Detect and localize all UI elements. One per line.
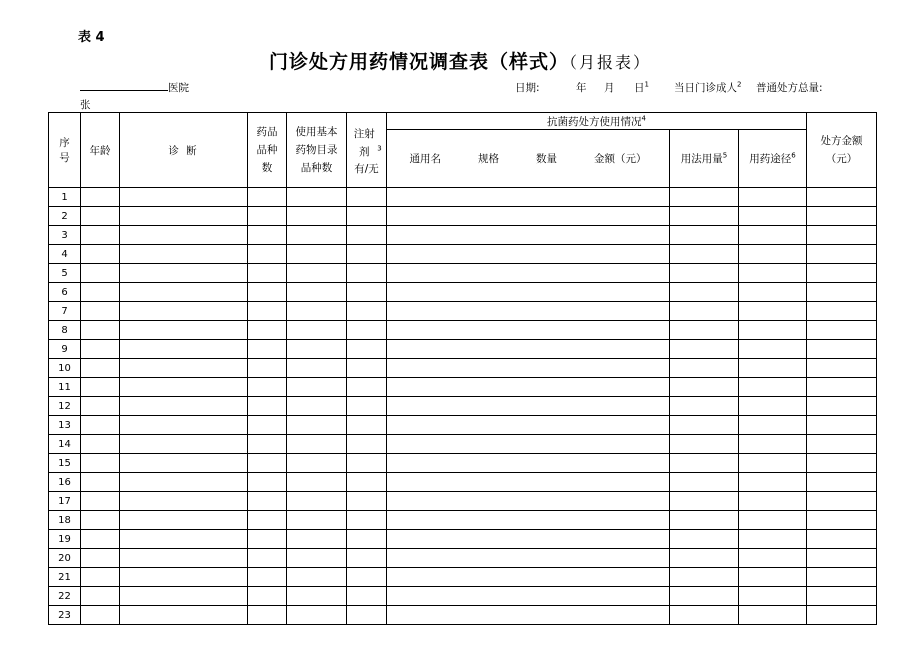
- diagnosis-cell[interactable]: [120, 359, 248, 378]
- usage-cell[interactable]: [670, 245, 739, 264]
- unit-label: 张: [80, 99, 91, 111]
- injection-footnote: 3: [377, 144, 382, 152]
- age-cell[interactable]: [81, 264, 120, 283]
- row-number: 2: [49, 207, 81, 226]
- injection-cell[interactable]: [347, 492, 387, 511]
- route-cell[interactable]: [739, 530, 807, 549]
- table-row: [49, 283, 877, 302]
- antibiotic-group-header: 抗菌药处方使用情况$^4$: [387, 113, 807, 130]
- total-amount-cell[interactable]: [807, 359, 877, 378]
- route-cell[interactable]: [739, 378, 807, 397]
- antibiotic-footnote: 4: [641, 114, 646, 122]
- row-number: 11: [49, 378, 81, 397]
- drug-types-cell[interactable]: [248, 568, 287, 587]
- injection-cell[interactable]: [347, 454, 387, 473]
- drug-types-cell[interactable]: [248, 530, 287, 549]
- col-route: 用药途径$^6$: [739, 130, 807, 188]
- total-amount-cell[interactable]: [807, 473, 877, 492]
- total-amount-cell[interactable]: [807, 492, 877, 511]
- drug-types-cell[interactable]: [248, 321, 287, 340]
- antibiotic-cell[interactable]: [387, 454, 670, 473]
- row-number: 7: [49, 302, 81, 321]
- row-number: 10: [49, 359, 81, 378]
- essential-cell[interactable]: [287, 511, 347, 530]
- injection-cell[interactable]: [347, 511, 387, 530]
- injection-cell[interactable]: [347, 207, 387, 226]
- day-footnote: 1: [644, 80, 649, 89]
- injection-cell[interactable]: [347, 188, 387, 207]
- essential-cell[interactable]: [287, 416, 347, 435]
- route-cell[interactable]: [739, 454, 807, 473]
- row-number: 3: [49, 226, 81, 245]
- injection-cell[interactable]: [347, 587, 387, 606]
- route-cell[interactable]: [739, 416, 807, 435]
- route-cell[interactable]: [739, 473, 807, 492]
- hospital-field: [80, 80, 189, 95]
- total-amount-cell[interactable]: [807, 188, 877, 207]
- route-cell[interactable]: [739, 321, 807, 340]
- drug-types-cell[interactable]: [248, 188, 287, 207]
- essential-cell[interactable]: [287, 245, 347, 264]
- antibiotic-cell[interactable]: [387, 416, 670, 435]
- row-number: 20: [49, 549, 81, 568]
- table-row: [49, 321, 877, 340]
- antibiotic-cell[interactable]: [387, 473, 670, 492]
- age-cell[interactable]: [81, 549, 120, 568]
- diagnosis-cell[interactable]: [120, 397, 248, 416]
- table-row: [49, 435, 877, 454]
- route-cell[interactable]: [739, 188, 807, 207]
- drug-types-cell[interactable]: [248, 245, 287, 264]
- route-cell[interactable]: [739, 568, 807, 587]
- injection-cell[interactable]: [347, 378, 387, 397]
- total-amount-cell[interactable]: [807, 530, 877, 549]
- age-cell[interactable]: [81, 473, 120, 492]
- injection-cell[interactable]: [347, 283, 387, 302]
- table-row: [49, 568, 877, 587]
- injection-cell[interactable]: [347, 530, 387, 549]
- antibiotic-cell[interactable]: [387, 568, 670, 587]
- essential-cell[interactable]: [287, 473, 347, 492]
- diagnosis-cell[interactable]: [120, 587, 248, 606]
- drug-types-cell[interactable]: [248, 435, 287, 454]
- usage-cell[interactable]: [670, 454, 739, 473]
- total-amount-cell[interactable]: [807, 435, 877, 454]
- injection-cell[interactable]: [347, 606, 387, 625]
- route-cell[interactable]: [739, 511, 807, 530]
- table-row: [49, 264, 877, 283]
- row-number: 6: [49, 283, 81, 302]
- col-amount: 金额（元）: [594, 153, 647, 165]
- antibiotic-cell[interactable]: [387, 245, 670, 264]
- route-cell[interactable]: [739, 359, 807, 378]
- antibiotic-cell[interactable]: [387, 321, 670, 340]
- usage-cell[interactable]: [670, 511, 739, 530]
- total-amount-cell[interactable]: [807, 454, 877, 473]
- table-row: [49, 397, 877, 416]
- prescription-survey-table: [48, 112, 877, 625]
- table-row: [49, 207, 877, 226]
- injection-cell[interactable]: [347, 473, 387, 492]
- row-number: 4: [49, 245, 81, 264]
- row-number: 21: [49, 568, 81, 587]
- antibiotic-subheaders: [387, 130, 670, 188]
- drug-types-cell[interactable]: [248, 416, 287, 435]
- table-row: [49, 359, 877, 378]
- table-row: [49, 416, 877, 435]
- usage-cell[interactable]: [670, 530, 739, 549]
- injection-cell[interactable]: [347, 435, 387, 454]
- essential-cell[interactable]: [287, 359, 347, 378]
- essential-cell[interactable]: [287, 188, 347, 207]
- total-amount-cell[interactable]: [807, 397, 877, 416]
- age-cell[interactable]: [81, 302, 120, 321]
- table-row: [49, 454, 877, 473]
- drug-types-cell[interactable]: [248, 264, 287, 283]
- route-cell[interactable]: [739, 226, 807, 245]
- row-number: 22: [49, 587, 81, 606]
- age-cell[interactable]: [81, 568, 120, 587]
- row-number: 12: [49, 397, 81, 416]
- diagnosis-cell[interactable]: [120, 321, 248, 340]
- row-number: 8: [49, 321, 81, 340]
- usage-cell[interactable]: [670, 359, 739, 378]
- table-body: [49, 188, 877, 625]
- injection-cell[interactable]: [347, 397, 387, 416]
- drug-types-cell[interactable]: [248, 226, 287, 245]
- injection-cell[interactable]: [347, 549, 387, 568]
- essential-cell[interactable]: [287, 492, 347, 511]
- drug-types-cell[interactable]: [248, 454, 287, 473]
- col-diagnosis: 诊 断: [120, 113, 248, 188]
- year-label: 年: [576, 82, 587, 94]
- row-number: 15: [49, 454, 81, 473]
- total-amount-cell[interactable]: [807, 321, 877, 340]
- diagnosis-cell[interactable]: [120, 378, 248, 397]
- col-spec: 规格: [478, 153, 499, 165]
- diagnosis-cell[interactable]: [120, 207, 248, 226]
- usage-cell[interactable]: [670, 378, 739, 397]
- total-amount-cell[interactable]: [807, 264, 877, 283]
- route-cell[interactable]: [739, 397, 807, 416]
- drug-types-cell[interactable]: [248, 511, 287, 530]
- essential-cell[interactable]: [287, 207, 347, 226]
- route-cell[interactable]: [739, 302, 807, 321]
- age-cell[interactable]: [81, 226, 120, 245]
- total-amount-cell[interactable]: [807, 549, 877, 568]
- col-essential-drugs: 使用基本药物目录品种数: [287, 113, 347, 188]
- table-row: [49, 245, 877, 264]
- usage-cell[interactable]: [670, 264, 739, 283]
- age-cell[interactable]: [81, 397, 120, 416]
- diagnosis-cell[interactable]: [120, 435, 248, 454]
- row-number: 19: [49, 530, 81, 549]
- total-amount-cell[interactable]: [807, 511, 877, 530]
- route-cell[interactable]: [739, 435, 807, 454]
- antibiotic-cell[interactable]: [387, 378, 670, 397]
- date-label: 日期:: [515, 82, 540, 94]
- antibiotic-cell[interactable]: [387, 435, 670, 454]
- day-label: 日$^1$: [634, 80, 649, 94]
- title-main: 门诊处方用药情况调查表（样式）: [268, 51, 569, 73]
- route-cell[interactable]: [739, 264, 807, 283]
- usage-cell[interactable]: [670, 587, 739, 606]
- antibiotic-cell[interactable]: [387, 302, 670, 321]
- usage-cell[interactable]: [670, 473, 739, 492]
- total-prescriptions-label: 普通处方总量:: [756, 82, 823, 94]
- drug-types-cell[interactable]: [248, 606, 287, 625]
- antibiotic-cell[interactable]: [387, 587, 670, 606]
- drug-types-cell[interactable]: [248, 397, 287, 416]
- age-cell[interactable]: [81, 416, 120, 435]
- drug-types-cell[interactable]: [248, 283, 287, 302]
- col-drug-types: 药品品种数: [248, 113, 287, 188]
- route-cell[interactable]: [739, 283, 807, 302]
- antibiotic-cell[interactable]: [387, 397, 670, 416]
- age-cell[interactable]: [81, 378, 120, 397]
- route-cell[interactable]: [739, 587, 807, 606]
- diagnosis-cell[interactable]: [120, 283, 248, 302]
- diagnosis-cell[interactable]: [120, 606, 248, 625]
- total-amount-cell[interactable]: [807, 587, 877, 606]
- age-cell[interactable]: [81, 530, 120, 549]
- table-row: [49, 188, 877, 207]
- antibiotic-cell[interactable]: [387, 264, 670, 283]
- essential-cell[interactable]: [287, 378, 347, 397]
- route-footnote: 6: [791, 151, 796, 160]
- injection-cell[interactable]: [347, 568, 387, 587]
- table-row: [49, 226, 877, 245]
- usage-cell[interactable]: [670, 321, 739, 340]
- table-row: [49, 302, 877, 321]
- route-cell[interactable]: [739, 606, 807, 625]
- col-seq: 序号: [49, 113, 81, 188]
- antibiotic-cell[interactable]: [387, 226, 670, 245]
- usage-cell[interactable]: [670, 606, 739, 625]
- month-label: 月: [604, 82, 615, 94]
- col-usage: 用法用量$^5$: [670, 130, 739, 188]
- table-row: [49, 606, 877, 625]
- col-quantity: 数量: [536, 153, 557, 165]
- essential-cell[interactable]: [287, 606, 347, 625]
- total-amount-cell[interactable]: [807, 207, 877, 226]
- row-number: 17: [49, 492, 81, 511]
- total-amount-cell[interactable]: [807, 606, 877, 625]
- antibiotic-cell[interactable]: [387, 188, 670, 207]
- diagnosis-cell[interactable]: [120, 454, 248, 473]
- age-cell[interactable]: [81, 435, 120, 454]
- row-number: 18: [49, 511, 81, 530]
- diagnosis-cell[interactable]: [120, 549, 248, 568]
- diagnosis-cell[interactable]: [120, 530, 248, 549]
- table-row: [49, 378, 877, 397]
- diagnosis-cell[interactable]: [120, 340, 248, 359]
- essential-cell[interactable]: [287, 530, 347, 549]
- route-cell[interactable]: [739, 492, 807, 511]
- diagnosis-cell[interactable]: [120, 302, 248, 321]
- hospital-label: 医院: [168, 82, 189, 94]
- age-cell[interactable]: [81, 511, 120, 530]
- table-row: [49, 549, 877, 568]
- essential-cell[interactable]: [287, 568, 347, 587]
- antibiotic-cell[interactable]: [387, 340, 670, 359]
- route-cell[interactable]: [739, 207, 807, 226]
- table-row: [49, 473, 877, 492]
- injection-cell[interactable]: [347, 302, 387, 321]
- age-cell[interactable]: [81, 587, 120, 606]
- usage-cell[interactable]: [670, 568, 739, 587]
- injection-cell[interactable]: [347, 245, 387, 264]
- age-cell[interactable]: [81, 606, 120, 625]
- antibiotic-cell[interactable]: [387, 511, 670, 530]
- diagnosis-cell[interactable]: [120, 188, 248, 207]
- age-cell[interactable]: [81, 492, 120, 511]
- injection-cell[interactable]: [347, 359, 387, 378]
- essential-cell[interactable]: [287, 321, 347, 340]
- age-cell[interactable]: [81, 321, 120, 340]
- injection-cell[interactable]: [347, 226, 387, 245]
- essential-cell[interactable]: [287, 226, 347, 245]
- age-cell[interactable]: [81, 188, 120, 207]
- route-cell[interactable]: [739, 340, 807, 359]
- drug-types-cell[interactable]: [248, 473, 287, 492]
- essential-cell[interactable]: [287, 283, 347, 302]
- col-generic-name: 通用名: [409, 153, 441, 165]
- adult-footnote: 2: [737, 80, 742, 89]
- adult-label: 当日门诊成人$^2$: [674, 80, 742, 94]
- antibiotic-cell[interactable]: [387, 359, 670, 378]
- usage-cell[interactable]: [670, 397, 739, 416]
- row-number: 1: [49, 188, 81, 207]
- total-amount-cell[interactable]: [807, 226, 877, 245]
- total-amount-cell[interactable]: [807, 283, 877, 302]
- row-number: 13: [49, 416, 81, 435]
- age-cell[interactable]: [81, 359, 120, 378]
- essential-cell[interactable]: [287, 549, 347, 568]
- usage-cell[interactable]: [670, 188, 739, 207]
- drug-types-cell[interactable]: [248, 587, 287, 606]
- injection-cell[interactable]: [347, 321, 387, 340]
- diagnosis-cell[interactable]: [120, 264, 248, 283]
- essential-cell[interactable]: [287, 587, 347, 606]
- antibiotic-cell[interactable]: [387, 549, 670, 568]
- drug-types-cell[interactable]: [248, 492, 287, 511]
- col-injection: 注射剂 $^3$ 有/无: [347, 113, 387, 188]
- row-number: 5: [49, 264, 81, 283]
- total-amount-cell[interactable]: [807, 568, 877, 587]
- age-cell[interactable]: [81, 207, 120, 226]
- usage-cell[interactable]: [670, 302, 739, 321]
- essential-cell[interactable]: [287, 435, 347, 454]
- antibiotic-cell[interactable]: [387, 492, 670, 511]
- essential-cell[interactable]: [287, 302, 347, 321]
- antibiotic-cell[interactable]: [387, 207, 670, 226]
- injection-cell[interactable]: [347, 340, 387, 359]
- page-title: [0, 47, 920, 74]
- drug-types-cell[interactable]: [248, 359, 287, 378]
- route-cell[interactable]: [739, 245, 807, 264]
- essential-cell[interactable]: [287, 264, 347, 283]
- col-age: 年龄: [81, 113, 120, 188]
- essential-cell[interactable]: [287, 397, 347, 416]
- injection-options: 有/无: [354, 162, 379, 175]
- diagnosis-cell[interactable]: [120, 226, 248, 245]
- total-amount-cell[interactable]: [807, 378, 877, 397]
- drug-types-cell[interactable]: [248, 340, 287, 359]
- col-total-amount: 处方金额（元）: [807, 113, 877, 188]
- title-sub: （月报表）: [569, 53, 652, 72]
- usage-cell[interactable]: [670, 435, 739, 454]
- diagnosis-cell[interactable]: [120, 511, 248, 530]
- table-row: [49, 492, 877, 511]
- usage-cell[interactable]: [670, 416, 739, 435]
- age-cell[interactable]: [81, 283, 120, 302]
- injection-cell[interactable]: [347, 416, 387, 435]
- age-cell[interactable]: [81, 454, 120, 473]
- total-amount-cell[interactable]: [807, 416, 877, 435]
- essential-cell[interactable]: [287, 454, 347, 473]
- hospital-name-line[interactable]: [80, 80, 168, 91]
- usage-cell[interactable]: [670, 549, 739, 568]
- antibiotic-cell[interactable]: [387, 283, 670, 302]
- table-row: [49, 530, 877, 549]
- drug-types-cell[interactable]: [248, 378, 287, 397]
- usage-cell[interactable]: [670, 207, 739, 226]
- usage-cell[interactable]: [670, 283, 739, 302]
- row-number: 16: [49, 473, 81, 492]
- table-row: [49, 587, 877, 606]
- total-amount-cell[interactable]: [807, 340, 877, 359]
- row-number: 23: [49, 606, 81, 625]
- usage-footnote: 5: [722, 151, 728, 160]
- diagnosis-cell[interactable]: [120, 492, 248, 511]
- drug-types-cell[interactable]: [248, 549, 287, 568]
- table-number: 表 4: [78, 30, 105, 45]
- essential-cell[interactable]: [287, 340, 347, 359]
- total-amount-cell[interactable]: [807, 302, 877, 321]
- age-cell[interactable]: [81, 340, 120, 359]
- antibiotic-cell[interactable]: [387, 530, 670, 549]
- diagnosis-cell[interactable]: [120, 568, 248, 587]
- row-number: 14: [49, 435, 81, 454]
- table-row: [49, 340, 877, 359]
- drug-types-cell[interactable]: [248, 207, 287, 226]
- injection-cell[interactable]: [347, 264, 387, 283]
- diagnosis-cell[interactable]: [120, 473, 248, 492]
- route-cell[interactable]: [739, 549, 807, 568]
- usage-cell[interactable]: [670, 340, 739, 359]
- antibiotic-cell[interactable]: [387, 606, 670, 625]
- usage-cell[interactable]: [670, 226, 739, 245]
- total-amount-cell[interactable]: [807, 245, 877, 264]
- diagnosis-cell[interactable]: [120, 416, 248, 435]
- usage-cell[interactable]: [670, 492, 739, 511]
- age-cell[interactable]: [81, 245, 120, 264]
- row-number: 9: [49, 340, 81, 359]
- diagnosis-cell[interactable]: [120, 245, 248, 264]
- table-row: [49, 511, 877, 530]
- drug-types-cell[interactable]: [248, 302, 287, 321]
